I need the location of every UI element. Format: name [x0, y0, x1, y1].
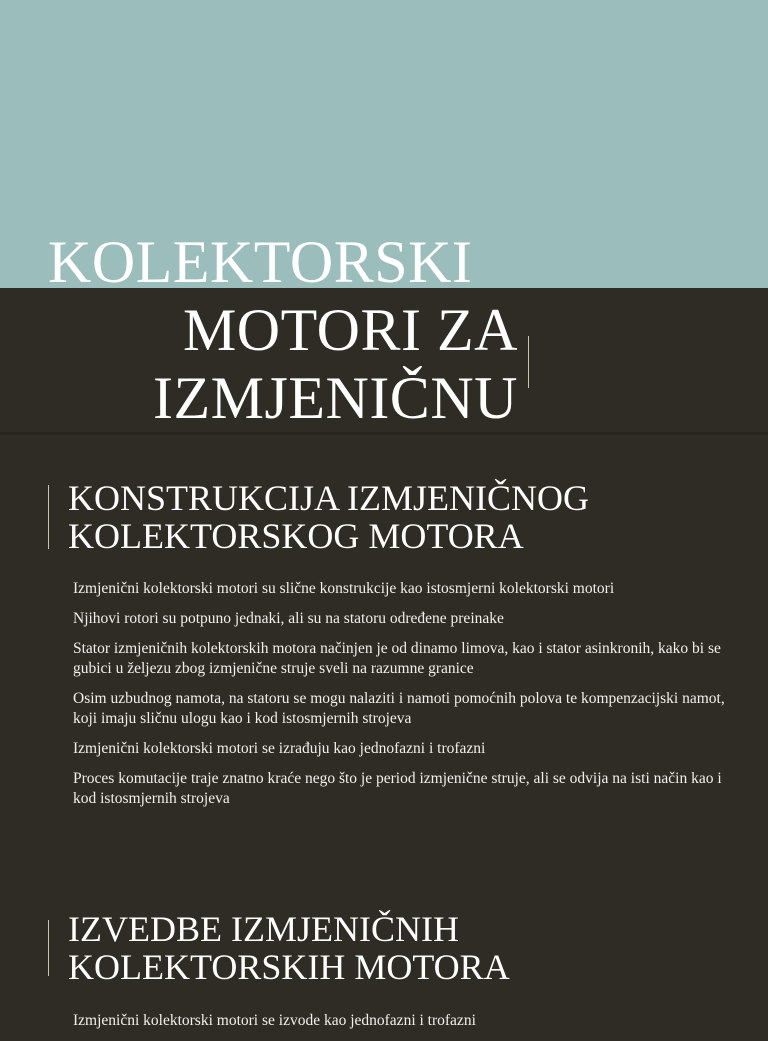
list-item: Izmjenični kolektorski motori se izvode kao jednofazni i trofazni — [73, 1012, 476, 1029]
variants-heading-line-1: IZVEDBE IZMJENIČNIH — [68, 909, 459, 949]
list-item: Izmjenični kolektorski motori se izrađuju kao jednofazni i trofazni — [73, 740, 486, 757]
title-line-1: KOLEKTORSKI — [48, 229, 473, 295]
list-item: Proces komutacije traje znatno kraće nego što je period izmjenične struje, ali se odvija na isti način kao i kod istosmjernih strojeva — [73, 770, 722, 807]
title-line-2: MOTORI ZA — [182, 297, 518, 363]
construction-slide — [0, 435, 768, 875]
title-line-3: IZMJENIČNU — [153, 365, 518, 431]
variants-slide — [0, 880, 768, 1029]
construction-heading-line-2: KOLEKTORSKOG MOTORA — [68, 516, 524, 556]
heading-accent-line — [48, 485, 49, 549]
heading-accent-line — [48, 920, 49, 976]
construction-heading — [68, 479, 748, 555]
construction-bullet-list — [73, 579, 738, 819]
construction-heading-line-1: KONSTRUKCIJA IZMJENIČNOG — [68, 478, 590, 518]
list-item: Osim uzbudnog namota, na statoru se mogu nalaziti i namoti pomoćnih polova te kompenzacijski namot, koji imaju sličnu ulogu kao i kod istosmjernih strojeva — [73, 690, 725, 727]
list-item: Njihovi rotori su potpuno jednaki, ali su na statoru određene preinake — [73, 610, 504, 627]
variants-heading — [68, 910, 748, 986]
list-item: Izmjenični kolektorski motori su slične konstrukcije kao istosmjerni kolektorski motori — [73, 580, 615, 597]
variants-heading-line-2: KOLEKTORSKIH MOTORA — [68, 947, 510, 987]
title-accent-line — [528, 336, 529, 388]
title-slide-heading — [40, 228, 518, 432]
variants-bullet-list — [73, 1011, 738, 1041]
title-slide — [0, 0, 768, 432]
list-item: Stator izmjeničnih kolektorskih motora načinjen je od dinamo limova, kao i stator asinkronih, kako bi se gubici u željezu zbog izmjenične struje sveli na razumne granice — [73, 640, 721, 677]
